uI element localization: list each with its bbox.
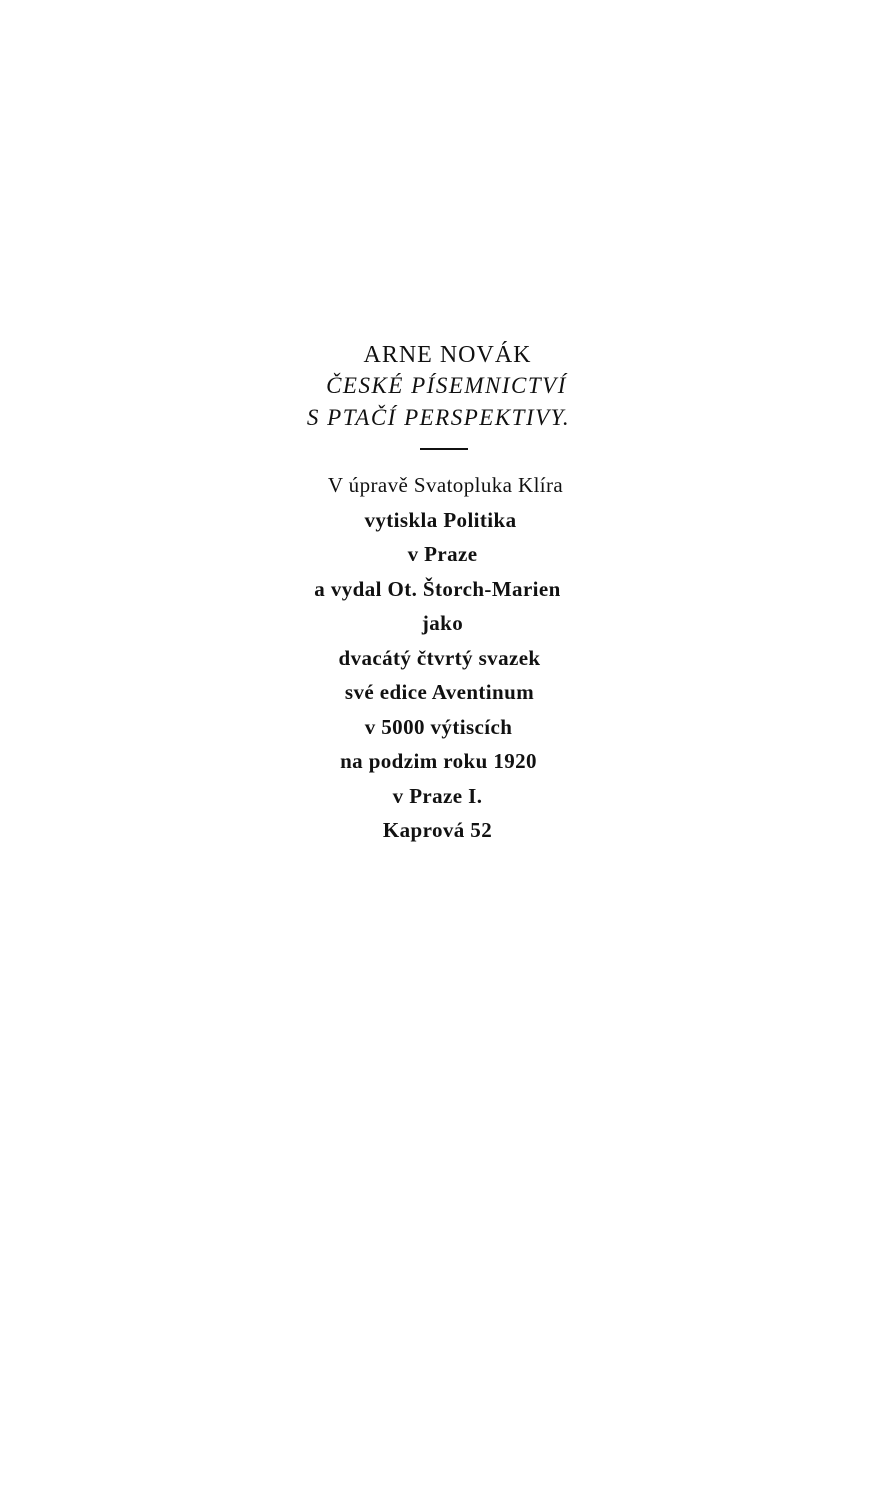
imprint-line: jako [421,611,464,635]
imprint-line: a vydal Ot. Štorch-Marien [314,576,561,601]
imprint-line: vytiskla Politika [364,507,517,532]
imprint-line: dvacátý čtvrtý svazek [338,645,541,670]
imprint-line: v Praze [407,542,478,566]
book-title-line-2: S PTAČÍ PERSPEKTIVY. [306,405,571,430]
author-name: ARNE NOVÁK [363,342,532,368]
imprint-line: Kaprová 52 [382,818,493,842]
colophon [0,340,883,848]
imprint-line: V úpravě Svatopluka Klíra [327,473,564,497]
separator-rule [420,448,468,450]
imprint-line: své edice Aventinum [344,680,535,704]
imprint-line: na podzim roku 1920 [340,749,537,773]
imprint-line: v Praze I. [392,783,483,808]
imprint-line: v 5000 výtiscích [364,714,513,739]
book-title-line-1: ČESKÉ PÍSEMNICTVÍ [326,373,567,398]
